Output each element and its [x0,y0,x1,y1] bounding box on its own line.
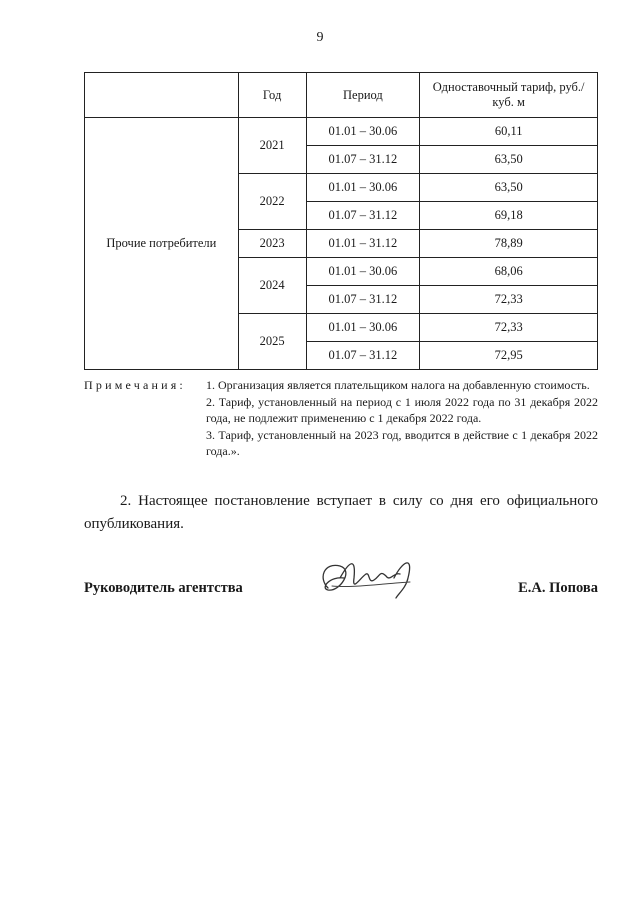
notes-label: Примечания: [84,378,186,392]
handwritten-signature [310,548,420,608]
period-cell: 01.01 – 31.12 [306,230,420,258]
period-cell: 01.07 – 31.12 [306,202,420,230]
period-cell: 01.01 – 30.06 [306,314,420,342]
year-cell: 2022 [238,174,306,230]
tariff-table [84,72,598,370]
table-header-row [85,73,598,118]
header-tariff: Одноставочный тариф, руб./куб. м [420,73,598,118]
year-cell: 2021 [238,118,306,174]
tariff-cell: 60,11 [420,118,598,146]
effective-clause: 2. Настоящее постановление вступает в силу со дня его официального опубликования. [84,493,598,532]
period-cell: 01.01 – 30.06 [306,118,420,146]
tariff-cell: 78,89 [420,230,598,258]
signatory-title: Руководитель агентства [84,580,243,596]
tariff-cell: 63,50 [420,174,598,202]
note-item: 1. Организация является плательщиком налога на добавленную стоимость. [206,378,590,392]
tariff-cell: 72,33 [420,286,598,314]
year-cell: 2024 [238,258,306,314]
tariff-cell: 72,33 [420,314,598,342]
year-cell: 2025 [238,314,306,370]
consumer-group-cell: Прочие потребители [85,118,239,370]
table-row [85,118,598,146]
tariff-cell: 72,95 [420,342,598,370]
header-year: Год [238,73,306,118]
note-item: 2. Тариф, установленный на период с 1 июля 2022 года по 31 декабря 2022 года, не подлежит применению с 1 декабря 2022 года. [206,394,598,425]
period-cell: 01.01 – 30.06 [306,258,420,286]
period-cell: 01.07 – 31.12 [306,342,420,370]
page-number: 9 [316,30,324,45]
tariff-cell: 63,50 [420,146,598,174]
note-item: 3. Тариф, установленный на 2023 год, вводится в действие с 1 декабря 2022 года.». [206,427,598,458]
period-cell: 01.01 – 30.06 [306,174,420,202]
period-cell: 01.07 – 31.12 [306,146,420,174]
tariff-cell: 69,18 [420,202,598,230]
header-consumer [85,73,239,118]
header-period: Период [306,73,420,118]
tariff-cell: 68,06 [420,258,598,286]
year-cell: 2023 [238,230,306,258]
signatory-name: Е.А. Попова [518,580,598,596]
period-cell: 01.07 – 31.12 [306,286,420,314]
notes-list [206,377,598,460]
